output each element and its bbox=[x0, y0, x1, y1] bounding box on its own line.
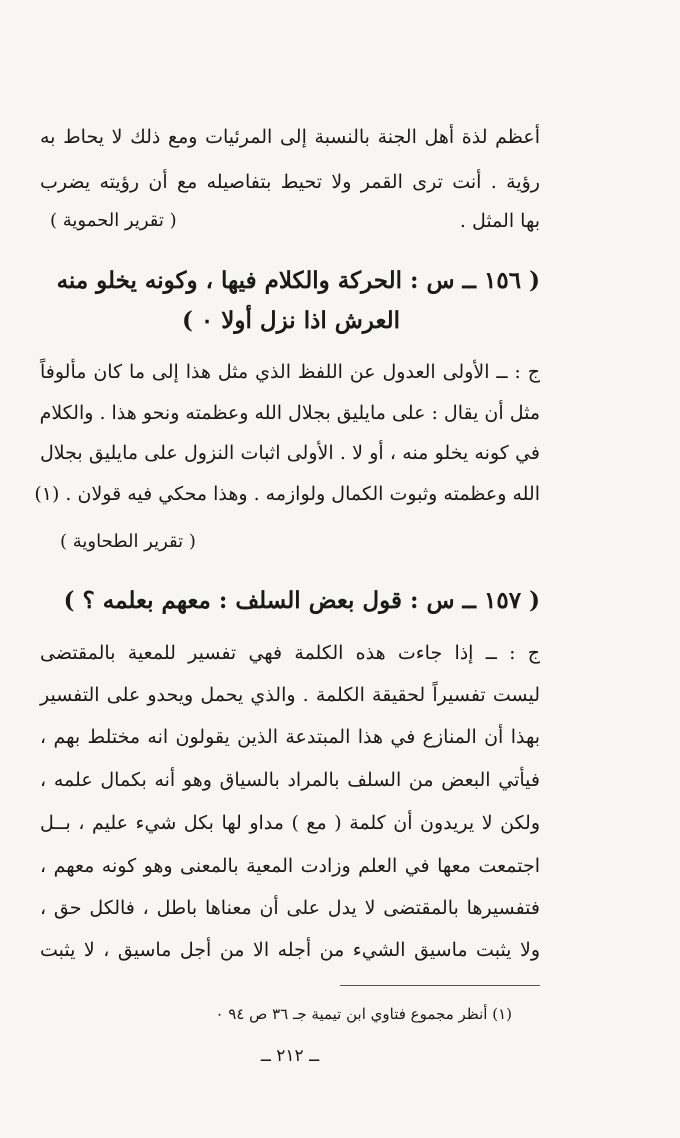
paragraph-1-line: رؤية . أنت ترى القمر ولا تحيط بتفاصيله مع أن رؤيته يضرب bbox=[40, 171, 540, 193]
paragraph-1-line: أعظم لذة أهل الجنة بالنسبة إلى المرئيات ومع ذلك لا يحاط به bbox=[40, 126, 540, 148]
source-citation-hamawiyya: ( تقرير الحموية ) bbox=[50, 210, 177, 231]
answer-157-line: ج : ــ إذا جاءت هذه الكلمة فهي تفسير للمعية بالمقتضى bbox=[40, 642, 540, 664]
footnote: (١) أنظر مجموع فتاوي ابن تيمية جـ ٣٦ ص ٩٤ ٠ bbox=[215, 1005, 512, 1023]
answer-157-line: بهذا أن المنازع في هذا المبتدعة الذين يقولون انه مختلط بهم ، bbox=[40, 726, 540, 748]
answer-156-line: في كونه يخلو منه ، أو لا . الأولى اثبات النزول على مايليق بجلال bbox=[40, 442, 540, 464]
question-157-heading: ( ١٥٧ ــ س : قول بعض السلف : معهم بعلمه ؟ ) bbox=[63, 587, 540, 614]
answer-156-line: ج : ــ الأولى العدول عن اللفظ الذي مثل هذا إلى ما كان مألوفاً bbox=[40, 361, 540, 383]
paragraph-1-line: بها المثل . bbox=[459, 210, 540, 232]
answer-157-line: ولكن لا يريدون أن كلمة ( مع ) مداو لها بكل شيء عليم ، بــل bbox=[40, 812, 540, 834]
answer-157-line: فيأتي البعض من السلف بالمراد بالسياق وهو أنه بكمال علمه ، bbox=[40, 769, 540, 791]
page-number: ــ ٢١٢ ــ bbox=[260, 1046, 320, 1066]
question-156-heading: ( ١٥٦ ــ س : الحركة والكلام فيها ، وكونه يخلو منه bbox=[56, 267, 540, 294]
question-156-heading: العرش اذا نزل أولا ٠ ) bbox=[182, 307, 400, 334]
answer-157-line: ولا يثبت ماسيق الشيء من أجله الا من أجل ماسيق ، لا يثبت bbox=[40, 939, 540, 961]
answer-156-line: مثل أن يقال : على مايليق بجلال الله وعظمته ونحو هذا . والكلام bbox=[39, 402, 540, 424]
footnote-divider bbox=[340, 985, 540, 986]
answer-156-line: الله وعظمته وثبوت الكمال ولوازمه . وهذا محكي فيه قولان . (١) bbox=[34, 483, 540, 505]
answer-157-line: ليست تفسيراً لحقيقة الكلمة . والذي يحمل ويحدو على التفسير bbox=[40, 684, 540, 706]
source-citation-tahawiyya: ( تقرير الطحاوية ) bbox=[60, 531, 196, 552]
answer-157-line: فتفسيرها بالمقتضى لا يدل على أن معناها باطل ، فالكل حق ، bbox=[40, 897, 540, 919]
answer-157-line: اجتمعت معها في العلم وزادت المعية بالمعنى وهو كونه معهم ، bbox=[40, 855, 540, 877]
